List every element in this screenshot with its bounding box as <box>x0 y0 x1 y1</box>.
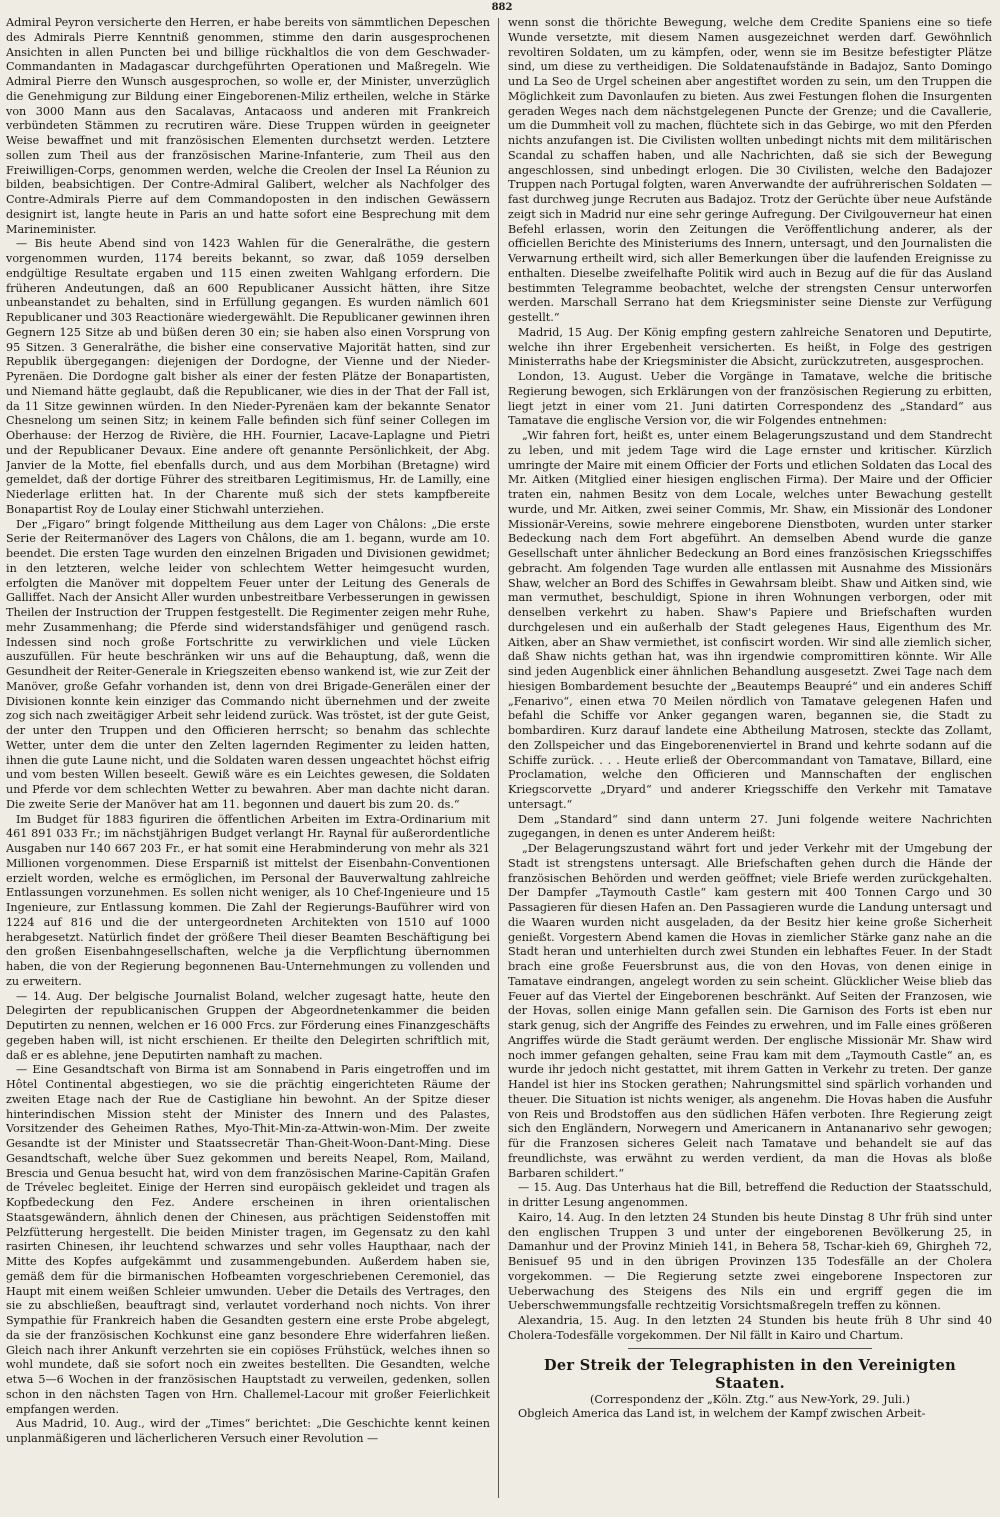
article-text: Obgleich America das Land ist, in welchem der Kampf zwischen Arbeit- <box>518 1407 926 1421</box>
article-separator <box>628 1348 872 1349</box>
right-paragraph-kairo: Kairo, 14. Aug. In den letzten 24 Stunden bis heute Dinstag 8 Uhr früh sind unter den englischen Truppen 3 und unter der eingeborenen Bevölkerung 25, in Damanhur und der Provinz Minieh 141, in Behera 58, Tschar-kieh 69, Ghirgheh 72, Benisuef 95 und in den übrigen Provinzen 135 Todesfälle an der Cholera vorgekommen. — Die Regierung setzte zwei eingeborene Inspectoren zur Ueberwachung des Steigens des Nils ein und ergriff gegen die im Ueberschwemmungsfalle rechtzeitig Vorsichtsmaßregeln treffen zu können. <box>508 1210 992 1313</box>
right-column <box>508 16 992 1506</box>
right-paragraph-madrid-continued: wenn sonst die thörichte Bewegung, welche dem Credite Spaniens eine so tiefe Wunde versetzte, mit diesem Namen ausgezeichnet werden darf. Gewöhnlich revoltiren Soldaten, um zu kämpfen, oder, wenn sie im Besitze befestigter Plätze sind, um diese zu vertheidigen. Die Soldatenaufstände in Badajoz, Santo Domingo und La Seo de Urgel scheinen aber angestiftet worden zu sein, um den Truppen die Möglichkeit zum Davonlaufen zu bieten. Aus zwei Festungen flohen die Insurgenten geraden Weges nach dem nächstgelegenen Puncte der Grenze; und die Cavallerie, um die Dummheit voll zu machen, flüchtete sich in das Gebirge, wo mit den Pferden nichts anzufangen ist. Die Civilisten wollten unbedingt nichts mit dem militärischen Scandal zu schaffen haben, und alle Nachrichten, daß sie sich der Bewegung angeschlossen, sind unbedingt erlogen. Die 30 Civilisten, welche den Badajozer Truppen nach Portugal folgten, waren Anverwandte der aufrührerischen Soldaten — fast durchweg junge Recruten aus Badajoz. Trotz der Gerüchte über neue Aufstände zeigt sich in Madrid nur eine sehr geringe Aufregung. Der Civilgouverneur hat einen Befehl erlassen, worin den Zeitungen die Veröffentlichung anderer, als der officiellen Berichte des Ministeriums des Innern, untersagt, und den Journalisten die Verwarnung ertheilt wird, sich aller Bemerkungen über die laufenden Ereignisse zu enthalten. Dieselbe zweifelhafte Politik wird auch in Bezug auf die für das Ausland bestimmten Telegramme beobachtet, welche der strengsten Censur unterworfen werden. Marschall Serrano hat dem Kriegsminister seine Dienste zur Verfügung gestellt.“ <box>508 16 992 324</box>
right-paragraph-london-tamatave: London, 13. August. Ueber die Vorgänge in Tamatave, welche die britische Regierung bewogen, sich Erklärungen von der französischen Regierung zu erbitten, liegt jetzt in einer vom 21. Juni datirten Correspondenz des „Standard“ aus Tamatave die englische Version vor, die wir Folgendes entnehmen: <box>508 370 992 428</box>
left-paragraph-madrid-times: Aus Madrid, 10. Aug., wird der „Times“ berichtet: „Die Geschichte kennt keinen unplanmäßigeren und lächerlicheren Versuch einer Revolution — <box>6 1417 490 1445</box>
left-paragraph-birma-embassy: — Eine Gesandtschaft von Birma ist am Sonnabend in Paris eingetroffen und im Hôtel Continental abgestiegen, wo sie die prächtig eingerichteten Räume der zweiten Etage nach der Rue de Castigliane hin bewohnt. An der Spitze dieser hinterindischen Mission steht der Minister des Innern und des Palastes, Vorsitzender des Geheimen Rathes, Myo-Thit-Min-za-Attwin-won-Mim. Der zweite Gesandte ist der Minister und Staatssecretär Than-Gheit-Woon-Dant-Ming. Diese Gesandtschaft, welche über Suez gekommen und bereits Neapel, Rom, Mailand, Brescia und Genua besucht hat, wird von dem französischen Marine-Capitän Grafen de Trévelec begleitet. Einige der Herren sind europäisch gekleidet und tragen als Kopfbedeckung den Fez. Andere erscheinen in ihren orientalischen Staatsgewändern, ähnlich denen der Chinesen, aus prächtigen Seidenstoffen mit Pelzfütterung hergestellt. Die beiden Minister tragen, im Gegensatz zu den kahl rasirten Chinesen, ihr leuchtend schwarzes und sehr volles Haupthaar, nach der Mitte des Kopfes aufgekämmt und zusammengebunden. Außerdem haben sie, gemäß dem für die birmanischen Hofbeamten vorgeschriebenen Ceremoniel, das Haupt mit einem weißen Schleier umwunden. Ueber die Details des Vertrages, den sie zu abschließen, beauftragt sind, verlautet vorderhand noch nichts. Von ihrer Sympathie für Frankreich haben die Gesandten gestern eine erste Probe abgelegt, da sie der französischen Kochkunst eine ganz besondere Ehre widerfahren ließen. Gleich nach ihrer Ankunft verzehrten sie ein copiöses Frühstück, welches ihnen so wohl mundete, daß sie sofort noch ein zweites bestellten. Die Gesandten, welche etwa 5—6 Wochen in der französischen Hauptstadt zu verweilen, gedenken, sollen schon in den nächsten Tagen von Hrn. Challemel-Lacour mit großer Feierlichkeit empfangen werden. <box>6 1063 490 1416</box>
page-number: 882 <box>491 2 513 13</box>
right-paragraph-madrid-15-aug: Madrid, 15 Aug. Der König empfing gestern zahlreiche Senatoren und Deputirte, welche ihn ihrer Ergebenheit versicherten. Es heißt, in Folge des gestrigen Ministerraths habe der Kriegsminister die Absicht, zurückzutreten, ausgesprochen. <box>508 325 992 369</box>
right-paragraph-standard-report-1: „Wir fahren fort, heißt es, unter einem Belagerungszustand und dem Standrecht zu leben, und mit jedem Tage wird die Lage ernster und kritischer. Kürzlich umringte der Maire mit einem Officier der Forts und etlichen Soldaten das Local des Mr. Aitken (Mitglied einer hiesigen englischen Firma). Der Maire und der Officier traten ein, nahmen Besitz von dem Locale, welches unter Bewachung gestellt wurde, und Mr. Aitken, zwei seiner Commis, Mr. Shaw, ein Missionär des Londoner Missionär-Vereins, sowie mehrere eingeborene Dienstboten, wurden unter starker Bedeckung nach dem Fort abgeführt. An demselben Abend wurde die ganze Gesellschaft unter ähnlicher Bedeckung an Bord eines französischen Kriegsschiffes gebracht. Am folgenden Tage wurden alle entlassen mit Ausnahme des Missionärs Shaw, welcher an Bord des Schiffes in Gewahrsam bleibt. Shaw und Aitken sind, wie man vermuthet, beschuldigt, Spione in ihren Wohnungen verborgen, oder mit denselben verkehrt zu haben. Shaw's Papiere und Briefschaften wurden durchgelesen und ein außerhalb der Stadt gelegenes Haus, Eigenthum des Mr. Aitken, aber an Shaw vermiethet, ist confiscirt worden. Wir sind alle ziemlich sicher, daß Shaw nichts gethan hat, was ihn irgendwie compromittiren könnte. Wir Alle sind jeden Augenblick einer ähnlichen Behandlung ausgesetzt. Zwei Tage nach dem hiesigen Bombardement besuchte der „Beautemps Beaupré“ und ein anderes Schiff „Fenarivo“, einen etwa 70 Meilen nördlich von Tamatave gelegenen Hafen und befahl die Schiffe vor Anker gegangen waren, begannen sie, die Stadt zu bombardiren. Kurz darauf landete eine Abtheilung Matrosen, steckte das Zollamt, den Zollspeicher und das Eingeborenenviertel in Brand und kehrte sodann auf die Schiffe zurück. . . . Heute erließ der Obercommandant von Tamatave, Billard, eine Proclamation, welche den Officieren und Mannschaften der englischen Kriegscorvette „Dryard“ und anderer Kriegsschiffe den Verkehr mit Tamatave untersagt.“ <box>508 429 992 811</box>
right-paragraph-unterhaus: — 15. Aug. Das Unterhaus hat die Bill, betreffend die Reduction der Staatsschuld, in dritter Lesung angenommen. <box>508 1181 992 1209</box>
left-paragraph-budget: Im Budget für 1883 figuriren die öffentlichen Arbeiten im Extra-Ordinarium mit 461 891 033 Fr.; im nächstjährigen Budget verlangt Hr. Raynal für außerordentliche Ausgaben nur 140 667 203 Fr., er hat somit eine Herabminderung von mehr als 321 Millionen vorgenommen. Diese Ersparniß ist mittelst der Eisenbahn-Conventionen erzielt worden, welche es ermöglichen, im Personal der Bauverwaltung zahlreiche Entlassungen vorzunehmen. Es sollen nicht weniger, als 10 Chef-Ingenieure und 15 Ingenieure, zur Entlassung kommen. Die Zahl der Regierungs-Bauführer wird von 1224 auf 816 und die der untergeordneten Architekten von 1510 auf 1000 herabgesetzt. Natürlich findet der größere Theil dieser Beamten Beschäftigung bei den großen Eisenbahngesellschaften, welche ja die Verpflichtung übernommen haben, die von der Regierung begonnenen Bau-Unternehmungen zu vollenden und zu erweitern. <box>6 812 490 988</box>
article-byline: (Correspondenz der „Köln. Ztg.“ aus New-York, 29. Juli.) <box>590 1392 910 1406</box>
right-paragraph-standard-report-2: „Der Belagerungszustand währt fort und jeder Verkehr mit der Umgebung der Stadt ist strengstens untersagt. Alle Briefschaften gehen durch die Hände der französischen Behörden und werden geöffnet; viele Briefe werden zurückgehalten. Der Dampfer „Taymouth Castle“ kam gestern mit 400 Tonnen Cargo und 30 Passagieren für diesen Hafen an. Den Passagieren wurde die Landung untersagt und die Waaren wurden nicht ausgeladen, da der Besitz hier keine große Sicherheit genießt. Vorgestern Abend kamen die Hovas in ziemlicher Stärke ganz nahe an die Stadt heran und unterhielten durch zwei Stunden ein lebhaftes Feuer. In der Stadt brach eine große Feuersbrunst aus, die von den Hovas, von denen einige in Tamatave eindrangen, angelegt worden zu sein scheint. Glücklicher Weise blieb das Feuer auf das Viertel der Eingeborenen beschränkt. Auf Seiten der Franzosen, wie der Hovas, sollen einige Mann gefallen sein. Die Garnison des Forts ist eben nur stark genug, sich der Angriffe des Feindes zu erwehren, und im Falle eines größeren Angriffes würde die Stadt geräumt werden. Der englische Missionär Mr. Shaw wird noch immer gefangen gehalten, seine Frau kam mit dem „Taymouth Castle“ an, es wurde ihr jedoch nicht gestattet, mit ihrem Gatten in Verkehr zu treten. Der ganze Handel ist hier ins Stocken gerathen; Nahrungsmittel sind spärlich vorhanden und theuer. Die Situation ist nichts weniger, als angenehm. Die Hovas haben die Ausfuhr von Reis und Brodstoffen aus den südlichen Häfen verboten. Ihre Regierung zeigt sich den Engländern, Norwegern und Americanern in Antananarivo sehr gewogen; für die Franzosen sicheres Geleit nach Tamatave und behandelt sie auf das freundlichste, was erwähnt zu werden verdient, da man die Hovas als bloße Barbaren schildert.“ <box>508 842 992 1180</box>
left-paragraph-generalraethe: — Bis heute Abend sind von 1423 Wahlen für die Generalräthe, die gestern vorgenommen wurden, 1174 bereits bekannt, so zwar, daß 1059 derselben endgültige Resultate ergaben und 115 einen zweiten Wahlgang erfordern. Die früheren Andeutungen, daß an 600 Republicaner Aussicht hätten, ihre Sitze unbeanstandet zu behalten, sind in Erfüllung gegangen. Es wurden nämlich 601 Republicaner und 303 Reactionäre wiedergewählt. Die Republicaner gewinnen ihren Gegnern 125 Sitze ab und büßen deren 30 ein; sie haben also einen Vorsprung von 95 Sitzen. 3 Generalräthe, die bisher eine conservative Majorität hatten, sind zur Republik übergegangen: diejenigen der Dordogne, der Vienne und der Nieder-Pyrenäen. Die Dordogne galt bisher als einer der festen Plätze der Bonapartisten, und Niemand hätte geglaubt, daß die Republicaner, wie dies in der That der Fall ist, da 11 Sitze gewinnen würden. In den Nieder-Pyrenäen kam der bekannte Senator Chesnelong um seinen Sitz; in keinem Falle befinden sich fünf seiner Collegen im Oberhause: der Herzog de Rivière, die HH. Fournier, Lacave-Laplagne und Pietri und der Republicaner Devaux. Eine andere oft genannte Persönlichkeit, der Abg. Janvier de la Motte, fiel ebenfalls durch, und aus dem Morbihan (Bretagne) wird gemeldet, daß der dortige Führer des streitbaren Legitimismus, Hr. de Lamilly, eine Niederlage erlitten hat. In der Charente muß sich der stets kampfbereite Bonapartist Roy de Loulay einer Stichwahl unterziehen. <box>6 237 490 516</box>
right-paragraph-alexandria: Alexandria, 15. Aug. In den letzten 24 Stunden bis heute früh 8 Uhr sind 40 Cholera-Todesfälle vorgekommen. Der Nil fällt in Kairo und Chartum. <box>508 1314 992 1342</box>
left-paragraph-boland: — 14. Aug. Der belgische Journalist Boland, welcher zugesagt hatte, heute den Delegirten der republicanischen Gruppen der Abgeordnetenkammer die beiden Deputirten zu nennen, welchen er 16 000 Frcs. zur Förderung eines Finanzgeschäfts gegeben haben will, ist nicht erschienen. Er theilte den Delegirten schriftlich mit, daß er es ablehne, jene Deputirten namhaft zu machen. <box>6 989 490 1062</box>
article-title: Der Streik der Telegraphisten in den Vereinigten Staaten. <box>544 1356 956 1392</box>
left-paragraph-figaro-chalons: Der „Figaro“ bringt folgende Mittheilung aus dem Lager von Châlons: „Die erste Serie der Reitermanöver des Lagers von Châlons, die am 1. begann, wurde am 10. beendet. Die ersten Tage wurden den einzelnen Brigaden und Divisionen gewidmet; in den letzteren, welche leider von schlechtem Wetter heimgesucht wurden, erfolgten die Manöver mit doppeltem Feuer unter der Leitung des Generals de Galliffet. Nach der Ansicht Aller wurden unbestreitbare Verbesserungen in gewissen Theilen der Instruction der Truppen festgestellt. Die Regimenter zeigen mehr Ruhe, mehr Zusammenhang; die Pferde sind widerstandsfähiger und genügend rasch. Indessen sind noch große Fortschritte zu verwirklichen und viele Lücken auszufüllen. Für heute beschränken wir uns auf die Behauptung, daß, wenn die Gesundheit der Reiter-Generale in Kriegszeiten ebenso wankend ist, wie zur Zeit der Manöver, große Gefahr vorhanden ist, denn von drei Brigade-Generälen einer der Divisionen konnte kein einziger das Commando nicht übernehmen und der zweite zog sich nach zweitägiger Arbeit sehr leidend zurück. Was tröstet, ist der gute Geist, der unter den Truppen und den Officieren herrscht; so benahm das schlechte Wetter, unter dem die unter den Zelten lagernden Regimenter zu leiden hatten, ihnen die gute Laune nicht, und die Soldaten waren dessen ungeachtet höchst eifrig und vom besten Willen beseelt. Gewiß wäre es ein Leichtes gewesen, die Soldaten und Pferde vor dem schlechten Wetter zu bewahren. Aber man dachte nicht daran. Die zweite Serie der Manöver hat am 11. begonnen und dauert bis zum 20. ds.“ <box>6 517 490 811</box>
left-paragraph-madagascar: Admiral Peyron versicherte den Herren, er habe bereits von sämmtlichen Depeschen des Admirals Pierre Kenntniß genommen, stimme den darin ausgesprochenen Ansichten in allen Puncten bei und billige rückhaltlos die von dem Geschwader-Commandanten in Madagascar durchgeführten Operationen und Maßregeln. Wie Admiral Pierre den Wunsch ausgesprochen, so wolle er, der Minister, unverzüglich die Genehmigung zur Bildung einer Eingeborenen-Miliz ertheilen, welche in Stärke von 3000 Mann aus den Sacalavas, Antacaoss und anderen mit Frankreich verbündeten Stämmen zu recrutiren wäre. Diese Truppen würden in geeigneter Weise bewaffnet und mit französischen Elementen durchsetzt werden. Letztere sollen zum Theil aus der französischen Marine-Infanterie, zum Theil aus den Freiwilligen-Corps, genommen werden, welche die Creolen der Insel La Réunion zu bilden, beabsichtigen. Der Contre-Admiral Galibert, welcher als Nachfolger des Contre-Admirals Pierre auf dem Commandoposten in den indischen Gewässern designirt ist, langte heute in Paris an und hatte sofort eine Besprechung mit dem Marineminister. <box>6 16 490 236</box>
right-paragraph-standard-intro-2: Dem „Standard“ sind dann unterm 27. Juni folgende weitere Nachrichten zugegangen, in denen es unter Anderem heißt: <box>508 812 992 841</box>
left-column <box>6 16 490 1506</box>
column-divider <box>498 18 499 1498</box>
